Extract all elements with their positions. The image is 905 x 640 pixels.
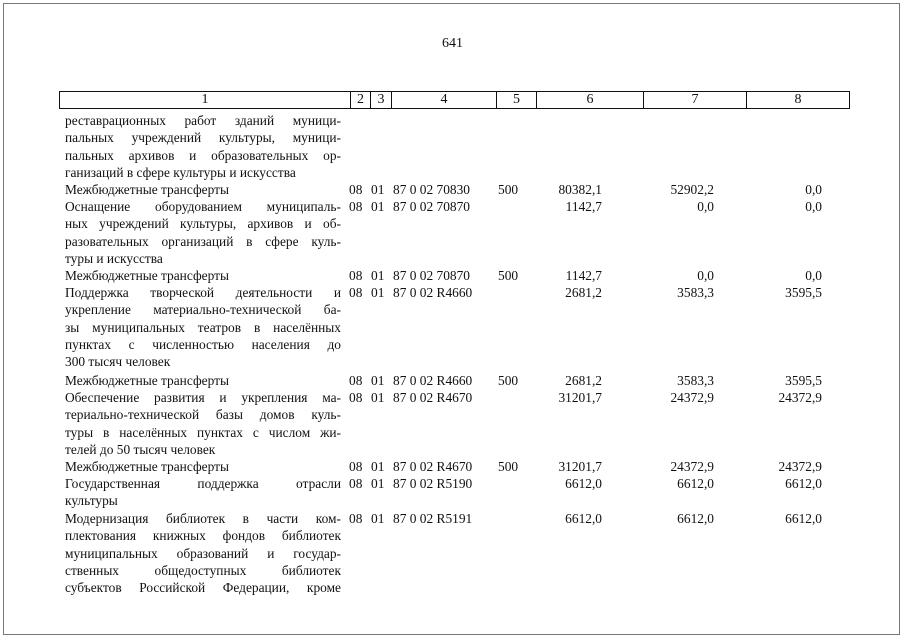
table-row <box>0 458 905 475</box>
amount-col-6: 80382,1 <box>558 182 602 197</box>
amount-col-7: 0,0 <box>697 199 714 214</box>
description-line: териально-технической базы домов куль- <box>65 407 341 423</box>
table-row <box>0 389 905 458</box>
description-line: укрепление материально-технической ба- <box>65 302 341 318</box>
header-col-5: 5 <box>513 92 520 107</box>
amount-col-6: 31201,7 <box>558 390 602 405</box>
section-code: 08 <box>349 285 363 300</box>
amount-col-6: 2681,2 <box>565 285 602 300</box>
amount-col-8: 3595,5 <box>785 373 822 388</box>
amount-col-6: 1142,7 <box>565 268 602 283</box>
table-row <box>0 198 905 267</box>
description-line: Межбюджетные трансферты <box>65 268 229 283</box>
amount-col-8: 0,0 <box>805 268 822 283</box>
amount-col-6: 6612,0 <box>565 511 602 526</box>
header-col-1: 1 <box>201 92 209 107</box>
subsection-code: 01 <box>371 182 385 197</box>
description-line: реставрационных работ зданий муници- <box>65 113 341 128</box>
amount-col-8: 6612,0 <box>785 476 822 491</box>
description-line: ных учреждений культуры, архивов и об- <box>65 216 341 232</box>
description-line: ганизаций в сфере культуры и искусства <box>65 164 296 180</box>
description-line: культуры <box>65 493 118 509</box>
target-article-code: 87 0 02 R4670 <box>393 459 473 474</box>
expense-type-code: 500 <box>498 373 519 388</box>
amount-col-7: 0,0 <box>697 268 714 283</box>
amount-col-6: 1142,7 <box>565 199 602 214</box>
description-line: ственных общедоступных библиотек <box>65 562 341 578</box>
row-description <box>65 389 341 458</box>
description-line: муниципальных образований и государ- <box>65 545 341 561</box>
section-code: 08 <box>349 182 363 197</box>
row-description <box>65 181 341 198</box>
amount-col-8: 24372,9 <box>778 459 822 474</box>
description-line: телей до 50 тысяч человек <box>65 441 216 457</box>
amount-col-8: 0,0 <box>805 199 822 214</box>
target-article-code: 87 0 02 R4660 <box>393 373 473 388</box>
amount-col-7: 3583,3 <box>677 285 714 300</box>
section-code: 08 <box>349 373 363 388</box>
description-line: туры и искусства <box>65 250 163 266</box>
subsection-code: 01 <box>371 459 385 474</box>
header-col-4: 4 <box>440 92 448 107</box>
description-line: Обеспечение развития и укрепления ма- <box>65 390 341 405</box>
target-article-code: 87 0 02 R5191 <box>393 511 473 526</box>
description-line: Межбюджетные трансферты <box>65 373 229 388</box>
header-col-6: 6 <box>586 92 594 107</box>
table-row <box>0 510 905 597</box>
target-article-code: 87 0 02 70870 <box>393 268 470 283</box>
description-line: туры в населённых пунктах с числом жи- <box>65 424 341 440</box>
header-col-2: 2 <box>357 92 364 107</box>
amount-col-7: 24372,9 <box>670 390 714 405</box>
target-article-code: 87 0 02 R5190 <box>393 476 473 491</box>
description-line: плектования книжных фондов библиотек <box>65 528 341 544</box>
section-code: 08 <box>349 476 363 491</box>
section-code: 08 <box>349 199 363 214</box>
row-description <box>65 475 341 510</box>
description-line: пунктах с численностью населения до <box>65 336 341 352</box>
amount-col-6: 2681,2 <box>565 373 602 388</box>
table-row <box>0 181 905 198</box>
description-line: Модернизация библиотек в части ком- <box>65 511 341 526</box>
table-row <box>0 475 905 510</box>
section-code: 08 <box>349 459 363 474</box>
amount-col-8: 24372,9 <box>778 390 822 405</box>
description-line: Оснащение оборудованием муниципаль- <box>65 199 341 214</box>
table-row <box>0 372 905 389</box>
page-number: 641 <box>442 36 463 51</box>
row-description <box>65 510 341 596</box>
target-article-code: 87 0 02 70870 <box>393 199 470 214</box>
row-description <box>65 458 341 475</box>
subsection-code: 01 <box>371 390 385 405</box>
description-line: Межбюджетные трансферты <box>65 459 229 474</box>
amount-col-8: 3595,5 <box>785 285 822 300</box>
target-article-code: 87 0 02 70830 <box>393 182 470 197</box>
amount-col-7: 6612,0 <box>677 476 714 491</box>
subsection-code: 01 <box>371 476 385 491</box>
section-code: 08 <box>349 390 363 405</box>
row-description <box>65 267 341 284</box>
subsection-code: 01 <box>371 285 385 300</box>
description-line: разовательных организаций в сфере куль- <box>65 233 341 249</box>
description-line: Государственная поддержка отрасли <box>65 476 341 491</box>
description-line: субъектов Российской Федерации, кроме <box>65 580 341 596</box>
amount-col-7: 3583,3 <box>677 373 714 388</box>
header-col-8: 8 <box>794 92 802 107</box>
expense-type-code: 500 <box>498 268 519 283</box>
description-line: Поддержка творческой деятельности и <box>65 285 341 300</box>
row-description <box>65 112 341 181</box>
amount-col-7: 52902,2 <box>670 182 714 197</box>
section-code: 08 <box>349 268 363 283</box>
subsection-code: 01 <box>371 199 385 214</box>
subsection-code: 01 <box>371 268 385 283</box>
description-line: Межбюджетные трансферты <box>65 182 229 197</box>
section-code: 08 <box>349 511 363 526</box>
row-description <box>65 198 341 267</box>
description-line: зы муниципальных театров в населённых <box>65 319 341 335</box>
row-description <box>65 284 341 370</box>
amount-col-8: 6612,0 <box>785 511 822 526</box>
row-description <box>65 372 341 389</box>
target-article-code: 87 0 02 R4660 <box>393 285 473 300</box>
amount-col-6: 6612,0 <box>565 476 602 491</box>
table-row <box>0 267 905 284</box>
amount-col-7: 6612,0 <box>677 511 714 526</box>
table-header <box>59 91 850 109</box>
amount-col-8: 0,0 <box>805 182 822 197</box>
amount-col-6: 31201,7 <box>558 459 602 474</box>
subsection-code: 01 <box>371 511 385 526</box>
description-line: 300 тысяч человек <box>65 354 171 370</box>
header-col-7: 7 <box>691 92 699 107</box>
expense-type-code: 500 <box>498 459 519 474</box>
subsection-code: 01 <box>371 373 385 388</box>
table-row <box>0 112 905 181</box>
amount-col-7: 24372,9 <box>670 459 714 474</box>
description-line: пальных архивов и образовательных ор- <box>65 147 341 163</box>
table-row <box>0 284 905 371</box>
target-article-code: 87 0 02 R4670 <box>393 390 473 405</box>
description-line: пальных учреждений культуры, муници- <box>65 130 341 146</box>
expense-type-code: 500 <box>498 182 519 197</box>
header-col-3: 3 <box>377 92 385 107</box>
